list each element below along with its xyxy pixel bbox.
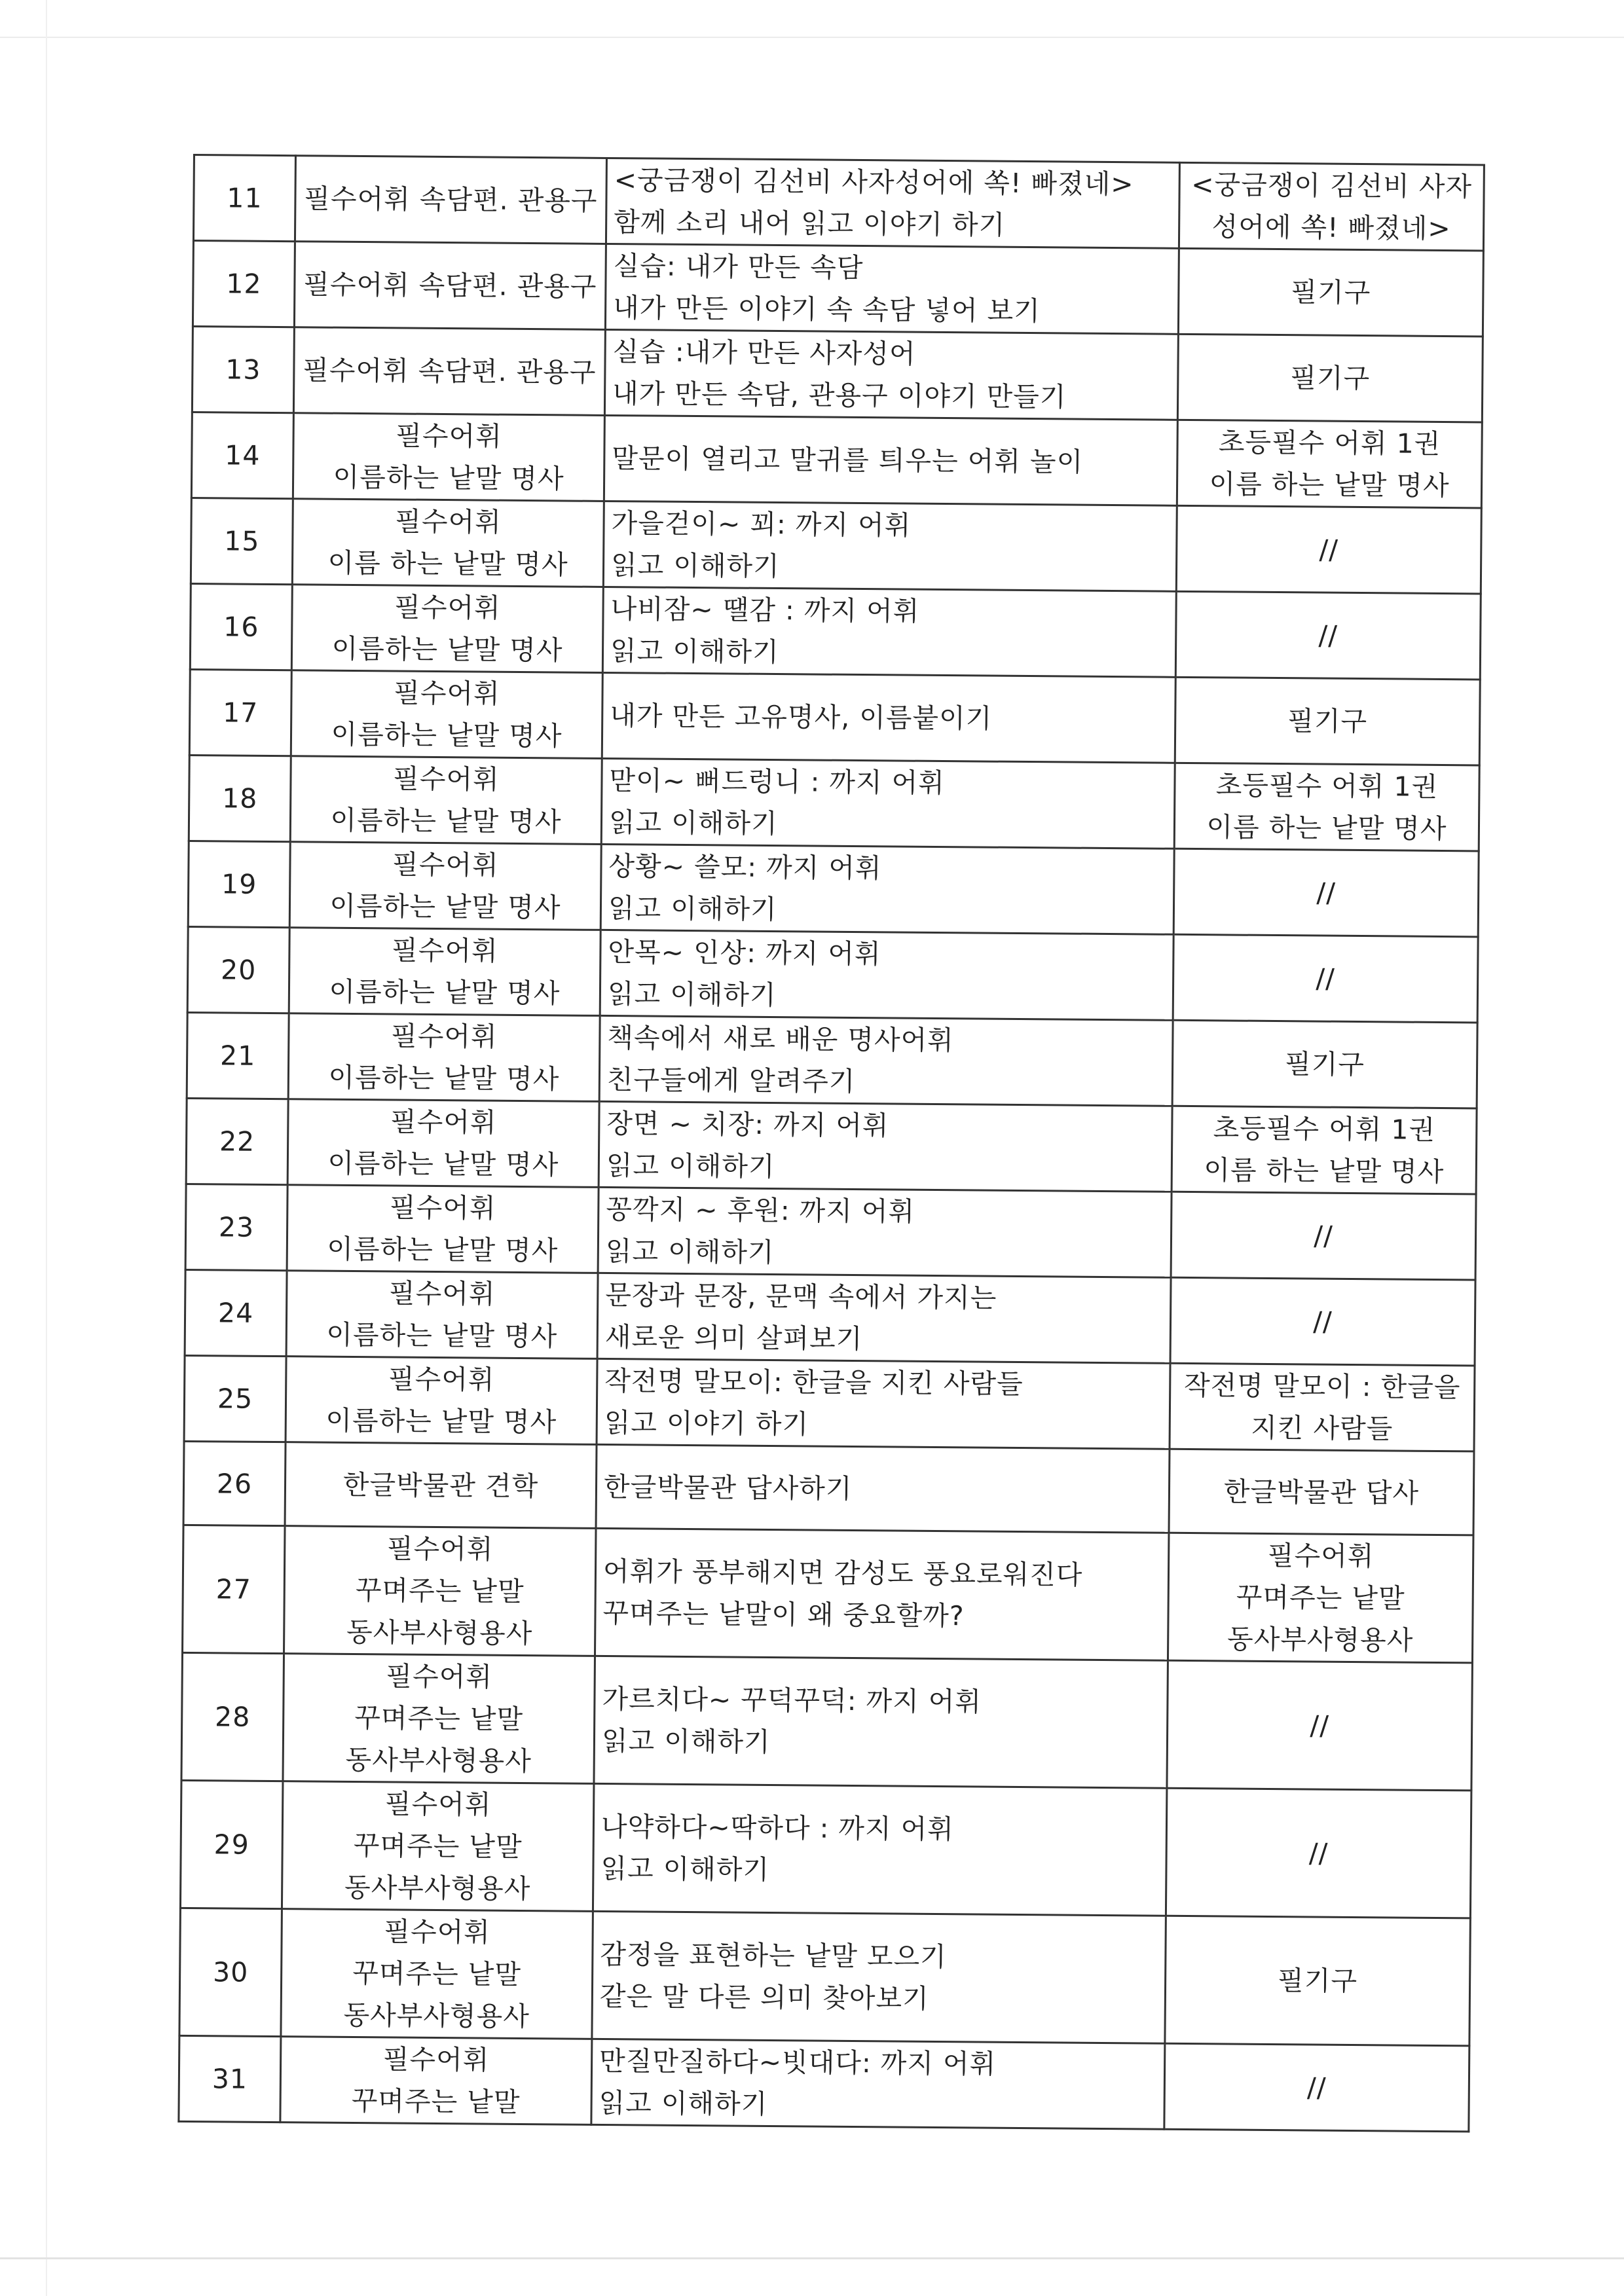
table-row — [179, 1908, 1470, 2045]
activity-line: 읽고 이해하기 — [599, 2086, 768, 2120]
topic-line: 이름하는 낱말 명사 — [333, 461, 564, 495]
material-line: 필수어휘 — [1267, 1539, 1375, 1573]
table-row — [184, 1355, 1475, 1451]
session-number: 20 — [220, 954, 257, 986]
session-number-cell — [184, 1355, 286, 1442]
activity-line: 실습 :내가 만든 사자성어 — [612, 336, 916, 370]
material-line: // — [1318, 619, 1338, 651]
activity-line: 읽고 이해하기 — [607, 978, 777, 1011]
session-number-cell — [187, 926, 289, 1013]
topic-cell — [291, 670, 602, 759]
material-line: // — [1313, 1305, 1333, 1338]
table-row — [191, 498, 1481, 593]
activity-line: 상황~ 쓸모: 까지 어휘 — [608, 850, 882, 884]
material-line: 성어에 쏙! 빠졌네> — [1211, 211, 1451, 245]
session-number-cell — [192, 327, 294, 413]
table-row — [179, 2035, 1469, 2131]
activity-line: 읽고 이해하기 — [606, 1150, 775, 1183]
topic-line: 필수어휘 — [395, 505, 502, 538]
material-line: 꾸며주는 낱말 — [1236, 1581, 1405, 1614]
table-row — [180, 1780, 1471, 1918]
activity-cell — [599, 1101, 1172, 1192]
activity-cell — [604, 329, 1178, 420]
material-line: 필기구 — [1291, 276, 1371, 309]
material-line: 이름 하는 낱말 명사 — [1209, 468, 1450, 502]
activity-cell — [600, 844, 1174, 934]
topic-line: 필수어휘 — [386, 1660, 493, 1693]
topic-line: 필수어휘 — [388, 1363, 495, 1396]
material-line: 초등필수 어휘 1권 — [1215, 769, 1439, 803]
material-cell — [1172, 1020, 1477, 1108]
activity-line: 가르치다~ 꾸덕꾸덕: 까지 어휘 — [602, 1683, 982, 1718]
activity-cell — [594, 1656, 1168, 1788]
material-line: 한글박물관 답사 — [1223, 1475, 1420, 1509]
material-line: // — [1319, 534, 1339, 566]
activity-line: 읽고 이해하기 — [600, 1852, 770, 1886]
topic-line: 필수어휘 — [384, 1788, 492, 1821]
topic-cell — [284, 1526, 597, 1656]
material-line: // — [1310, 1709, 1330, 1741]
activity-line: 꾸며주는 낱말이 왜 중요할까? — [602, 1597, 965, 1632]
scan-edge-left — [46, 0, 47, 2296]
topic-line: 꾸며주는 낱말 — [354, 1702, 524, 1736]
session-number-cell — [190, 583, 292, 670]
topic-line: 필수어휘 속담편. 관용구 — [303, 354, 597, 388]
activity-line: 실습: 내가 만든 속담 — [613, 250, 864, 284]
session-number-cell — [185, 1269, 287, 1356]
session-number: 15 — [224, 525, 260, 557]
session-number: 14 — [225, 439, 261, 471]
topic-cell — [291, 585, 603, 673]
session-number: 11 — [227, 182, 263, 214]
topic-cell — [287, 1099, 599, 1188]
material-cell — [1173, 934, 1478, 1023]
material-cell — [1179, 162, 1484, 251]
activity-line: 읽고 이해하기 — [605, 1235, 775, 1269]
table-row — [186, 1098, 1477, 1194]
activity-cell — [602, 587, 1176, 677]
activity-cell — [603, 501, 1177, 591]
topic-line: 동사부사형용사 — [344, 1871, 531, 1905]
material-cell — [1175, 591, 1481, 680]
table-row — [183, 1441, 1474, 1535]
session-number-cell — [191, 412, 293, 498]
topic-line: 한글박물관 견학 — [342, 1468, 539, 1502]
topic-line: 이름하는 낱말 명사 — [331, 718, 563, 752]
session-number-cell — [179, 2035, 281, 2122]
topic-line: 이름하는 낱말 명사 — [329, 975, 561, 1010]
lesson-plan-table — [177, 154, 1485, 2132]
session-number-cell — [188, 841, 290, 927]
table-row — [191, 412, 1482, 507]
material-line: // — [1308, 1837, 1329, 1869]
activity-line: 가을걷이~ 꾀: 까지 어휘 — [611, 507, 912, 541]
topic-line: 필수어휘 — [388, 1277, 496, 1310]
activity-line: 꽁깍지 ~ 후원: 까지 어휘 — [606, 1194, 915, 1228]
material-cell — [1167, 1660, 1473, 1791]
material-line: 필기구 — [1285, 1048, 1365, 1081]
session-number: 12 — [226, 268, 262, 300]
material-cell — [1174, 763, 1479, 851]
topic-line: 필수어휘 — [394, 677, 500, 710]
activity-line: 만질만질하다~빗대다: 까지 어휘 — [599, 2045, 997, 2080]
session-number: 21 — [219, 1040, 256, 1072]
activity-line: 새로운 의미 살펴보기 — [604, 1321, 863, 1355]
activity-line: 읽고 이해하기 — [608, 807, 778, 840]
activity-cell — [595, 1528, 1169, 1660]
topic-cell — [289, 928, 600, 1016]
topic-cell — [281, 1909, 593, 2039]
activity-cell — [602, 672, 1175, 763]
topic-cell — [292, 499, 604, 587]
activity-cell — [592, 1911, 1166, 2043]
activity-cell — [591, 2039, 1165, 2129]
activity-line: 읽고 이야기 하기 — [604, 1406, 809, 1440]
topic-line: 필수어휘 — [394, 591, 501, 624]
material-cell — [1176, 505, 1481, 594]
session-number: 29 — [213, 1829, 249, 1861]
topic-cell — [289, 842, 601, 930]
material-cell — [1178, 248, 1483, 337]
material-line: 동사부사형용사 — [1227, 1623, 1414, 1656]
topic-line: 꾸며주는 낱말 — [353, 1830, 523, 1863]
activity-cell — [604, 415, 1177, 505]
session-number: 27 — [215, 1573, 252, 1605]
material-line: 이름 하는 낱말 명사 — [1204, 1154, 1445, 1188]
material-line: 지킨 사람들 — [1251, 1412, 1393, 1445]
topic-line: 이름하는 낱말 명사 — [329, 890, 561, 924]
topic-line: 필수어휘 — [389, 1192, 496, 1224]
activity-line: 같은 말 다른 의미 찾아보기 — [599, 1980, 929, 2014]
material-cell — [1172, 1106, 1477, 1194]
topic-line: 필수어휘 — [392, 848, 499, 881]
session-number: 26 — [216, 1467, 253, 1500]
activity-cell — [599, 1015, 1173, 1106]
topic-line: 동사부사형용사 — [346, 1616, 533, 1650]
topic-cell — [293, 327, 605, 416]
activity-line: 어휘가 풍부해지면 감성도 풍요로워진다 — [602, 1555, 1083, 1591]
material-line: // — [1314, 1220, 1334, 1252]
topic-cell — [290, 756, 602, 845]
topic-line: 필수어휘 — [390, 1106, 497, 1139]
session-number-cell — [189, 669, 291, 756]
activity-cell — [605, 244, 1179, 334]
activity-line: 내가 만든 속담, 관용구 이야기 만들기 — [612, 378, 1067, 413]
session-number-cell — [193, 241, 295, 327]
topic-cell — [285, 1442, 597, 1529]
activity-cell — [597, 1273, 1171, 1363]
activity-line: 작전명 말모이: 한글을 지킨 사람들 — [604, 1364, 1024, 1400]
session-number: 31 — [212, 2063, 248, 2095]
activity-line: 감정을 표현하는 낱말 모으기 — [600, 1938, 947, 1973]
session-number: 17 — [223, 697, 259, 729]
activity-line: 함께 소리 내어 읽고 이야기 하기 — [614, 206, 1006, 241]
material-line: // — [1306, 2071, 1327, 2104]
topic-cell — [288, 1013, 600, 1102]
session-number-cell — [183, 1441, 286, 1525]
topic-line: 필수어휘 — [396, 420, 503, 452]
topic-line: 이름하는 낱말 명사 — [328, 1061, 560, 1095]
topic-cell — [295, 156, 606, 244]
table-row — [183, 1525, 1473, 1662]
activity-cell — [598, 1187, 1172, 1277]
scan-edge-top — [0, 37, 1624, 38]
material-cell — [1177, 420, 1482, 508]
material-line: 작전명 말모이 : 한글을 — [1183, 1369, 1461, 1404]
table-row — [192, 327, 1483, 422]
topic-cell — [286, 1271, 598, 1359]
material-cell — [1170, 1277, 1475, 1366]
scan-edge-bottom — [0, 2257, 1624, 2259]
activity-line: 나약하다~딱하다 : 까지 어휘 — [600, 1810, 955, 1846]
material-cell — [1171, 1192, 1476, 1280]
topic-line: 꾸며주는 낱말 — [351, 2085, 521, 2119]
topic-line: 필수어휘 — [386, 1533, 494, 1565]
activity-line: <궁금쟁이 김선비 사자성어에 쏙! 빠졌네> — [614, 164, 1134, 200]
material-line: // — [1316, 877, 1337, 909]
activity-line: 문장과 문장, 문맥 속에서 가지는 — [605, 1279, 997, 1314]
table-row — [181, 1652, 1472, 1790]
topic-line: 필수어휘 — [391, 1020, 498, 1053]
material-cell — [1169, 1449, 1474, 1535]
session-number: 22 — [219, 1125, 255, 1157]
session-number-cell — [179, 1908, 282, 2036]
activity-cell — [597, 1358, 1170, 1449]
activity-line: 친구들에게 알려주기 — [606, 1064, 856, 1097]
session-number: 24 — [217, 1297, 254, 1329]
activity-line: 읽고 이해하기 — [610, 549, 780, 583]
topic-line: 이름하는 낱말 명사 — [326, 1319, 558, 1353]
session-number: 30 — [212, 1956, 249, 1988]
session-number: 16 — [223, 611, 259, 643]
material-cell — [1168, 1533, 1473, 1663]
activity-cell — [606, 158, 1179, 248]
topic-line: 이름 하는 낱말 명사 — [327, 547, 568, 581]
session-number: 13 — [225, 354, 261, 386]
activity-line: 내가 만든 이야기 속 속담 넣어 보기 — [612, 292, 1041, 327]
topic-line: 이름하는 낱말 명사 — [327, 1147, 559, 1181]
topic-cell — [283, 1654, 595, 1784]
table-row — [193, 241, 1483, 337]
material-line: 필기구 — [1287, 705, 1368, 738]
topic-line: 필수어휘 — [392, 934, 498, 967]
topic-line: 필수어휘 속담편. 관용구 — [304, 183, 598, 217]
topic-line: 동사부사형용사 — [345, 1743, 532, 1777]
material-line: 초등필수 어휘 1권 — [1218, 426, 1441, 460]
topic-cell — [282, 1781, 594, 1912]
activity-line: 내가 만든 고유명사, 이름붙이기 — [610, 700, 993, 735]
activity-cell — [596, 1444, 1170, 1533]
session-number-cell — [193, 155, 295, 242]
material-cell — [1164, 2043, 1469, 2132]
table-row — [189, 669, 1480, 765]
activity-line: 한글박물관 답사하기 — [603, 1470, 853, 1504]
activity-line: 장면 ~ 치장: 까지 어휘 — [606, 1108, 889, 1142]
topic-cell — [293, 413, 604, 501]
topic-line: 필수어휘 속담편. 관용구 — [303, 268, 597, 302]
topic-line: 이름하는 낱말 명사 — [327, 1233, 559, 1267]
activity-line: 맏이~ 뻐드렁니 : 까지 어휘 — [609, 765, 946, 799]
activity-cell — [600, 930, 1173, 1020]
activity-line: 나비잠~ 땔감 : 까지 어휘 — [610, 593, 920, 627]
topic-line: 꾸며주는 낱말 — [355, 1575, 525, 1608]
session-number-cell — [185, 1184, 287, 1270]
material-line: 필기구 — [1290, 362, 1371, 395]
activity-cell — [601, 758, 1175, 848]
topic-cell — [286, 1357, 597, 1445]
topic-line: 이름하는 낱말 명사 — [330, 804, 562, 838]
topic-line: 이름하는 낱말 명사 — [331, 632, 563, 666]
activity-line: 말문이 열리고 말귀를 틔우는 어휘 놀이 — [612, 443, 1084, 478]
session-number-cell — [186, 1098, 288, 1184]
session-number: 25 — [217, 1383, 253, 1415]
session-number-cell — [183, 1525, 286, 1653]
topic-cell — [294, 242, 606, 330]
topic-cell — [280, 2037, 592, 2125]
material-cell — [1173, 848, 1479, 937]
activity-cell — [593, 1783, 1167, 1916]
material-cell — [1166, 1788, 1471, 1918]
session-number-cell — [181, 1652, 284, 1781]
session-number-cell — [180, 1780, 283, 1908]
topic-line: 이름하는 낱말 명사 — [325, 1404, 557, 1438]
topic-cell — [287, 1185, 599, 1273]
table-row — [193, 155, 1484, 251]
material-line: // — [1316, 962, 1336, 994]
activity-line: 읽고 이해하기 — [608, 892, 777, 926]
material-line: <궁금쟁이 김선비 사자 — [1191, 168, 1473, 203]
session-number-cell — [191, 498, 293, 584]
table-row — [188, 841, 1479, 936]
topic-line: 필수어휘 — [393, 763, 500, 795]
session-number: 18 — [221, 782, 258, 814]
material-line: 이름 하는 낱말 명사 — [1206, 811, 1447, 845]
activity-line: 읽고 이해하기 — [610, 635, 779, 668]
activity-line: 책속에서 새로 배운 명사어휘 — [607, 1022, 954, 1057]
table-row — [185, 1184, 1476, 1279]
lesson-plan-body — [179, 155, 1485, 2132]
session-number-cell — [187, 1012, 289, 1099]
material-line: 초등필수 어휘 1권 — [1213, 1112, 1436, 1146]
table-row — [187, 926, 1478, 1022]
material-cell — [1165, 1916, 1471, 2046]
table-row — [187, 1012, 1477, 1108]
session-number: 19 — [221, 868, 257, 900]
session-number: 23 — [218, 1211, 255, 1243]
material-cell — [1175, 677, 1480, 765]
table-row — [190, 583, 1481, 679]
material-cell — [1177, 334, 1483, 422]
session-number-cell — [189, 755, 291, 841]
table-row — [185, 1269, 1475, 1365]
material-line: 필기구 — [1278, 1965, 1358, 1997]
topic-line: 필수어휘 — [384, 1916, 491, 1948]
session-number: 28 — [214, 1701, 251, 1733]
activity-line: 안목~ 인상: 까지 어휘 — [608, 936, 881, 970]
topic-line: 꾸며주는 낱말 — [352, 1957, 522, 1991]
topic-line: 동사부사형용사 — [343, 1999, 530, 2033]
material-cell — [1170, 1363, 1475, 1451]
activity-line: 읽고 이해하기 — [601, 1724, 771, 1758]
topic-line: 필수어휘 — [382, 2043, 490, 2076]
table-row — [189, 755, 1479, 850]
